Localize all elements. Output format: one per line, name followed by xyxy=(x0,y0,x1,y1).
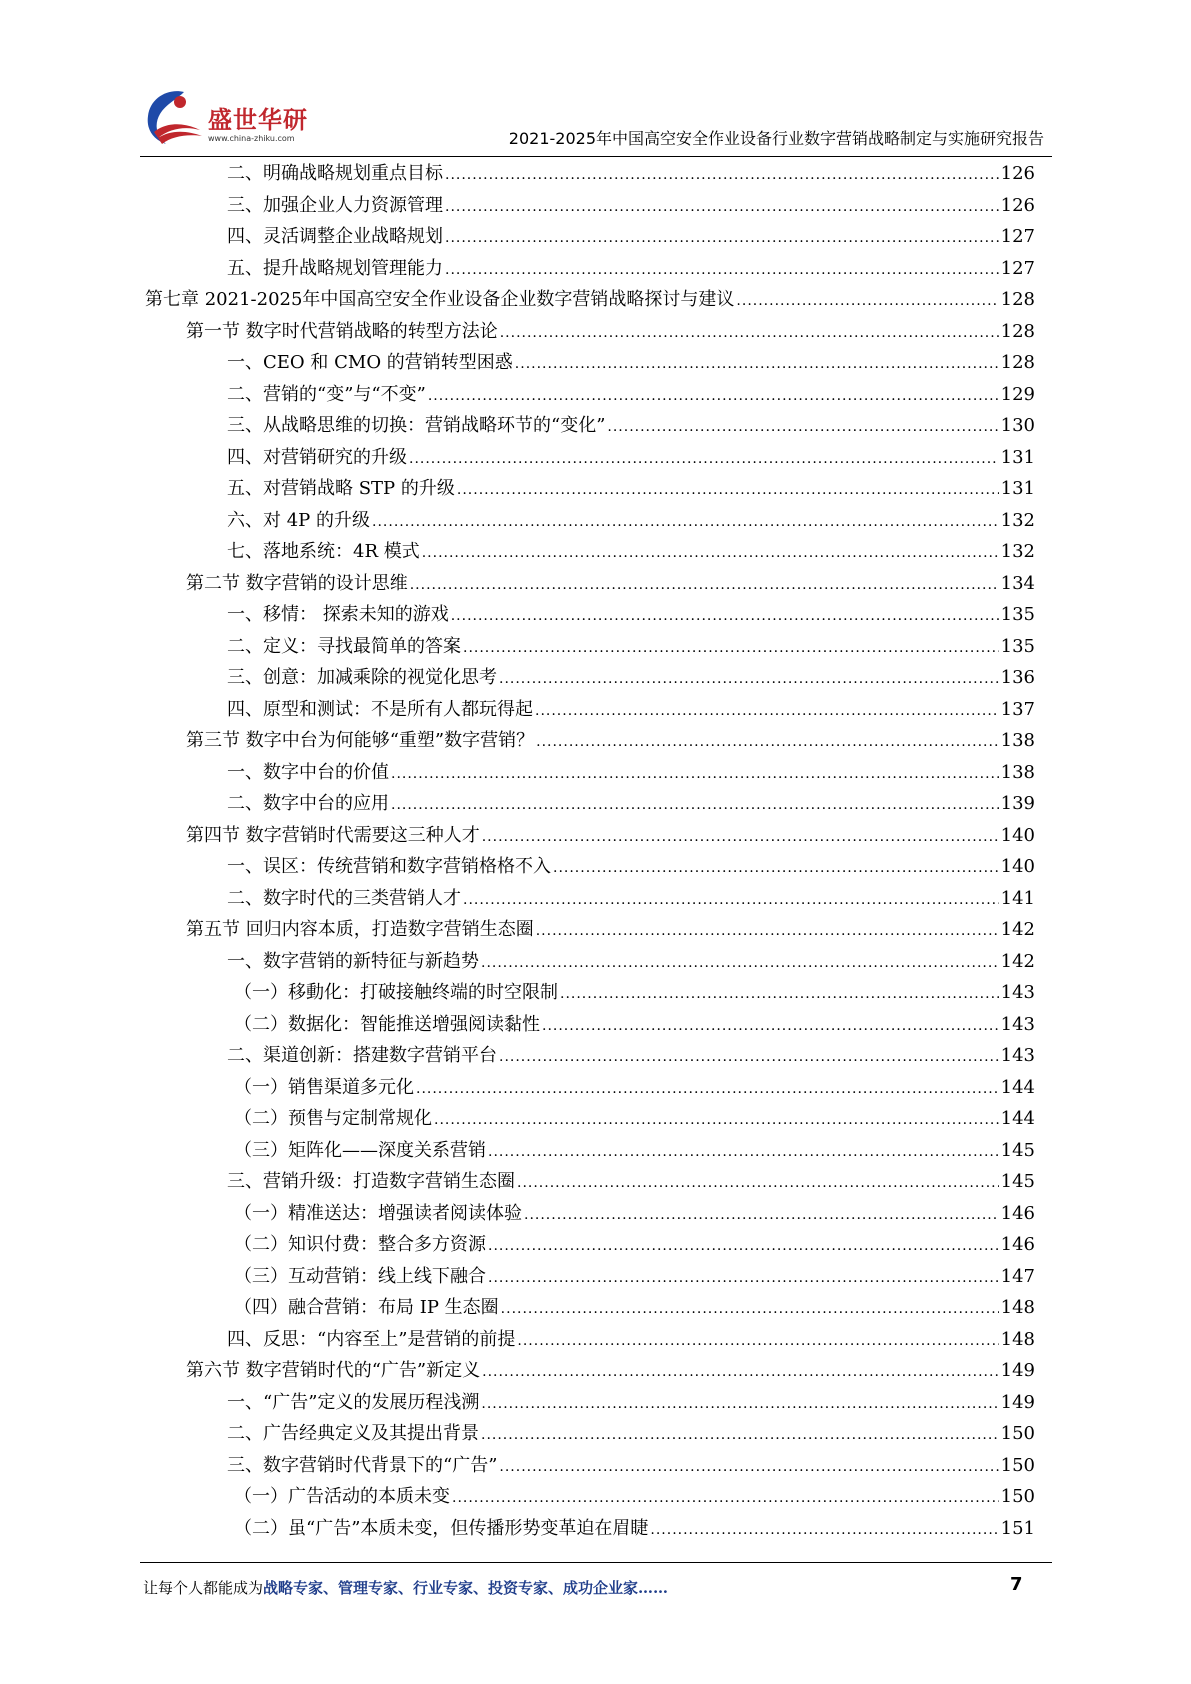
toc-entry-title: 一、数字营销的新特征与新趋势 xyxy=(227,950,479,972)
toc-leader-dots xyxy=(536,725,999,759)
toc-entry-title: 四、反思：“内容至上”是营销的前提 xyxy=(227,1328,516,1350)
toc-entry-title: 二、广告经典定义及其提出背景 xyxy=(227,1423,479,1444)
toc-leader-dots xyxy=(422,536,999,570)
toc-leader-dots xyxy=(481,1387,998,1421)
toc-entry-title: 第二节 数字营销的设计思维 xyxy=(186,572,408,594)
toc-entry-title: 第五节 回归内容本质，打造数字营销生态圈 xyxy=(186,919,534,940)
toc-entry-title: （一）精准送达：增强读者阅读体验 xyxy=(234,1202,522,1224)
toc-leader-dots xyxy=(517,1324,998,1358)
toc-entry-title: （二）知识付费：整合多方资源 xyxy=(234,1234,486,1255)
toc-entry[interactable] xyxy=(145,662,1035,694)
toc-leader-dots xyxy=(499,662,999,696)
toc-entry-page: 129 xyxy=(1000,383,1035,405)
toc-entry-page: 127 xyxy=(1000,257,1035,279)
toc-leader-dots xyxy=(391,757,999,791)
toc-entry[interactable] xyxy=(145,316,1035,348)
toc-entry-title: 二、数字中台的应用 xyxy=(227,793,389,814)
toc-entry[interactable] xyxy=(145,757,1035,789)
toc-leader-dots xyxy=(560,977,999,1011)
toc-entry-title: 二、渠道创新：搭建数字营销平台 xyxy=(227,1045,497,1066)
toc-leader-dots xyxy=(445,253,999,287)
toc-entry[interactable] xyxy=(145,820,1035,852)
toc-entry[interactable] xyxy=(145,1292,1035,1324)
toc-entry-title: （三）互动营销：线上线下融合 xyxy=(234,1265,486,1287)
toc-leader-dots xyxy=(452,1481,999,1515)
toc-entry-title: 三、从战略思维的切换：营销战略环节的“变化” xyxy=(227,415,606,436)
toc-entry-page: 132 xyxy=(1000,509,1035,531)
toc-entry-page: 132 xyxy=(1000,541,1035,562)
toc-entry[interactable] xyxy=(145,1040,1035,1072)
toc-entry[interactable] xyxy=(145,694,1035,726)
toc-entry-page: 128 xyxy=(1000,352,1035,373)
toc-entry-page: 151 xyxy=(1000,1517,1035,1539)
toc-entry-title: 二、定义：寻找最简单的答案 xyxy=(227,635,461,657)
toc-entry-title: （二）预售与定制常规化 xyxy=(234,1108,432,1129)
toc-entry-page: 145 xyxy=(1000,1171,1035,1192)
toc-leader-dots xyxy=(416,1072,999,1106)
toc-entry[interactable] xyxy=(145,1481,1035,1513)
toc-entry-page: 136 xyxy=(1000,667,1035,688)
toc-entry[interactable] xyxy=(145,347,1035,379)
toc-entry-page: 131 xyxy=(1000,478,1035,499)
toc-entry-page: 145 xyxy=(1000,1139,1035,1161)
toc-entry[interactable] xyxy=(145,631,1035,663)
toc-entry[interactable] xyxy=(145,1418,1035,1450)
logo-url: www.china-zhiku.com xyxy=(208,134,295,143)
toc-leader-dots xyxy=(372,505,999,539)
toc-entry-title: 第六节 数字营销时代的“广告”新定义 xyxy=(186,1360,481,1381)
toc-entry-page: 143 xyxy=(1000,1013,1035,1035)
toc-entry-page: 149 xyxy=(1000,1360,1035,1381)
toc-entry-page: 135 xyxy=(1000,604,1035,625)
toc-entry-title: 三、数字营销时代背景下的“广告” xyxy=(227,1454,498,1476)
header-divider xyxy=(140,156,1052,157)
toc-entry-title: 三、创意：加减乘除的视觉化思考 xyxy=(227,667,497,688)
toc-leader-dots xyxy=(445,158,999,192)
toc-entry-title: 一、移情： 探索未知的游戏 xyxy=(227,604,449,625)
toc-entry-title: 二、营销的“变”与“不变” xyxy=(227,383,426,405)
toc-entry-title: （一）广告活动的本质未变 xyxy=(234,1486,450,1507)
toc-entry[interactable] xyxy=(145,1387,1035,1419)
toc-leader-dots xyxy=(500,316,999,350)
footer-slogan xyxy=(143,1577,668,1598)
toc-leader-dots xyxy=(499,1040,999,1074)
toc-entry[interactable] xyxy=(145,284,1035,316)
toc-entry-page: 144 xyxy=(1000,1108,1035,1129)
toc-leader-dots xyxy=(428,379,999,413)
toc-leader-dots xyxy=(482,820,999,854)
toc-entry[interactable] xyxy=(145,536,1035,568)
toc-entry-title: （一）移動化：打破接触终端的时空限制 xyxy=(234,982,558,1003)
toc-entry-page: 135 xyxy=(1000,635,1035,657)
toc-entry-title: 四、灵活调整企业战略规划 xyxy=(227,226,443,247)
toc-leader-dots xyxy=(553,851,999,885)
toc-entry[interactable] xyxy=(145,1355,1035,1387)
toc-leader-dots xyxy=(517,1166,999,1200)
footer-divider xyxy=(140,1562,1052,1563)
toc-entry-title: 一、数字中台的价值 xyxy=(227,761,389,783)
toc-entry-title: 二、数字时代的三类营销人才 xyxy=(227,887,461,909)
toc-leader-dots xyxy=(650,1513,998,1547)
toc-leader-dots xyxy=(391,788,999,822)
toc-entry[interactable] xyxy=(145,914,1035,946)
toc-entry-title: 第七章 2021-2025年中国高空安全作业设备企业数字营销战略探讨与建议 xyxy=(145,289,735,310)
toc-entry-page: 142 xyxy=(1000,919,1035,940)
toc-entry-page: 150 xyxy=(1000,1423,1035,1444)
toc-leader-dots xyxy=(481,946,999,980)
toc-entry-page: 130 xyxy=(1000,415,1035,436)
toc-entry-title: （三）矩阵化——深度关系营销 xyxy=(234,1139,486,1161)
toc-leader-dots xyxy=(736,284,998,318)
toc-entry-page: 140 xyxy=(1000,856,1035,877)
toc-entry-title: 三、加强企业人力资源管理 xyxy=(227,194,443,216)
toc-entry[interactable] xyxy=(145,158,1035,190)
report-title: 2021-2025年中国高空安全作业设备行业数字营销战略制定与实施研究报告 xyxy=(508,129,1044,148)
toc-entry-page: 138 xyxy=(1000,761,1035,783)
toc-leader-dots xyxy=(482,1355,999,1389)
toc-entry-title: 五、提升战略规划管理能力 xyxy=(227,257,443,279)
toc-entry-page: 128 xyxy=(1000,289,1035,310)
toc-entry-page: 140 xyxy=(1000,824,1035,846)
toc-entry[interactable] xyxy=(145,1261,1035,1293)
toc-entry-title: 第四节 数字营销时代需要这三种人才 xyxy=(186,824,480,846)
toc-entry-title: 四、对营销研究的升级 xyxy=(227,446,407,468)
toc-leader-dots xyxy=(607,410,998,444)
table-of-contents xyxy=(145,158,1035,1544)
toc-entry[interactable] xyxy=(145,725,1035,757)
toc-entry-title: 一、“广告”定义的发展历程浅溯 xyxy=(227,1391,480,1413)
toc-entry[interactable] xyxy=(145,599,1035,631)
toc-entry[interactable] xyxy=(145,1135,1035,1167)
toc-entry[interactable] xyxy=(145,1103,1035,1135)
toc-entry-title: （四）融合营销：布局 IP 生态圈 xyxy=(234,1297,499,1318)
toc-entry[interactable] xyxy=(145,1450,1035,1482)
toc-leader-dots xyxy=(488,1229,999,1263)
toc-entry[interactable] xyxy=(145,883,1035,915)
toc-entry-title: 七、落地系统：4R 模式 xyxy=(227,541,420,562)
toc-entry[interactable] xyxy=(145,1229,1035,1261)
toc-entry[interactable] xyxy=(145,977,1035,1009)
toc-entry-page: 131 xyxy=(1000,446,1035,468)
logo-emblem-icon xyxy=(140,86,210,150)
toc-entry-page: 127 xyxy=(1000,226,1035,247)
toc-entry[interactable] xyxy=(145,1324,1035,1356)
page-header xyxy=(140,82,1052,154)
toc-entry[interactable] xyxy=(145,410,1035,442)
toc-entry-page: 126 xyxy=(1000,163,1035,184)
toc-leader-dots xyxy=(463,883,999,917)
toc-entry-title: 一、误区：传统营销和数字营销格格不入 xyxy=(227,856,551,877)
footer-slogan-highlight: 战略专家、管理专家、行业专家、投资专家、成功企业家…… xyxy=(263,1579,669,1597)
company-logo xyxy=(140,86,320,150)
toc-entry-title: 五、对营销战略 STP 的升级 xyxy=(227,478,455,499)
toc-entry[interactable] xyxy=(145,788,1035,820)
footer-slogan-prefix: 让每个人都能成为 xyxy=(143,1579,264,1597)
toc-entry[interactable] xyxy=(145,473,1035,505)
toc-entry-title: 第一节 数字时代营销战略的转型方法论 xyxy=(186,320,498,342)
toc-entry-page: 143 xyxy=(1000,982,1035,1003)
toc-entry-title: （二）虽“广告”本质未变，但传播形势变革迫在眉睫 xyxy=(234,1517,649,1539)
toc-entry[interactable] xyxy=(145,253,1035,285)
toc-entry-page: 143 xyxy=(1000,1045,1035,1066)
toc-entry-title: 一、CEO 和 CMO 的营销转型困惑 xyxy=(227,352,513,373)
toc-entry-page: 150 xyxy=(1000,1486,1035,1507)
toc-entry-page: 150 xyxy=(1000,1454,1035,1476)
toc-leader-dots xyxy=(524,1198,999,1232)
toc-entry[interactable] xyxy=(145,1009,1035,1041)
toc-leader-dots xyxy=(488,1261,999,1295)
toc-entry[interactable] xyxy=(145,505,1035,537)
logo-text: 盛世华研 xyxy=(208,106,308,134)
toc-leader-dots xyxy=(536,914,999,948)
page-number: 7 xyxy=(1010,1574,1023,1595)
toc-entry[interactable] xyxy=(145,221,1035,253)
toc-entry-title: （一）销售渠道多元化 xyxy=(234,1076,414,1098)
toc-entry[interactable] xyxy=(145,379,1035,411)
toc-leader-dots xyxy=(434,1103,999,1137)
toc-leader-dots xyxy=(515,347,999,381)
toc-entry[interactable] xyxy=(145,946,1035,978)
toc-entry-page: 126 xyxy=(1000,194,1035,216)
toc-entry-title: 六、对 4P 的升级 xyxy=(227,509,371,531)
toc-entry-page: 144 xyxy=(1000,1076,1035,1098)
toc-entry-page: 146 xyxy=(1000,1234,1035,1255)
toc-leader-dots xyxy=(499,1450,998,1484)
toc-leader-dots xyxy=(481,1418,999,1452)
toc-leader-dots xyxy=(488,1135,999,1169)
toc-entry-page: 134 xyxy=(1000,572,1035,594)
toc-entry-page: 147 xyxy=(1000,1265,1035,1287)
toc-leader-dots xyxy=(409,442,999,476)
toc-leader-dots xyxy=(535,694,999,728)
toc-entry[interactable] xyxy=(145,851,1035,883)
toc-leader-dots xyxy=(451,599,999,633)
toc-entry-page: 139 xyxy=(1000,793,1035,814)
toc-entry-page: 128 xyxy=(1000,320,1035,342)
toc-entry[interactable] xyxy=(145,442,1035,474)
toc-entry-page: 146 xyxy=(1000,1202,1035,1224)
toc-entry[interactable] xyxy=(145,1198,1035,1230)
toc-entry-title: 第三节 数字中台为何能够“重塑”数字营销？ xyxy=(186,730,535,751)
toc-entry[interactable] xyxy=(145,190,1035,222)
toc-entry-title: 四、原型和测试：不是所有人都玩得起 xyxy=(227,698,533,720)
toc-entry-page: 137 xyxy=(1000,698,1035,720)
toc-leader-dots xyxy=(445,221,999,255)
toc-leader-dots xyxy=(463,631,999,665)
toc-entry-page: 138 xyxy=(1000,730,1035,751)
toc-entry-page: 149 xyxy=(1000,1391,1035,1413)
toc-leader-dots xyxy=(501,1292,999,1326)
toc-entry-title: 三、营销升级：打造数字营销生态圈 xyxy=(227,1171,515,1192)
toc-entry-title: 二、明确战略规划重点目标 xyxy=(227,163,443,184)
toc-entry-page: 142 xyxy=(1000,950,1035,972)
toc-entry[interactable] xyxy=(145,1513,1035,1545)
toc-entry-title: （二）数据化：智能推送增强阅读黏性 xyxy=(234,1013,540,1035)
toc-entry-page: 148 xyxy=(1000,1297,1035,1318)
toc-leader-dots xyxy=(542,1009,999,1043)
toc-entry[interactable] xyxy=(145,1166,1035,1198)
toc-leader-dots xyxy=(410,568,999,602)
toc-entry[interactable] xyxy=(145,1072,1035,1104)
toc-leader-dots xyxy=(445,190,999,224)
toc-entry[interactable] xyxy=(145,568,1035,600)
toc-entry-page: 148 xyxy=(1000,1328,1035,1350)
toc-leader-dots xyxy=(457,473,999,507)
toc-entry-page: 141 xyxy=(1000,887,1035,909)
